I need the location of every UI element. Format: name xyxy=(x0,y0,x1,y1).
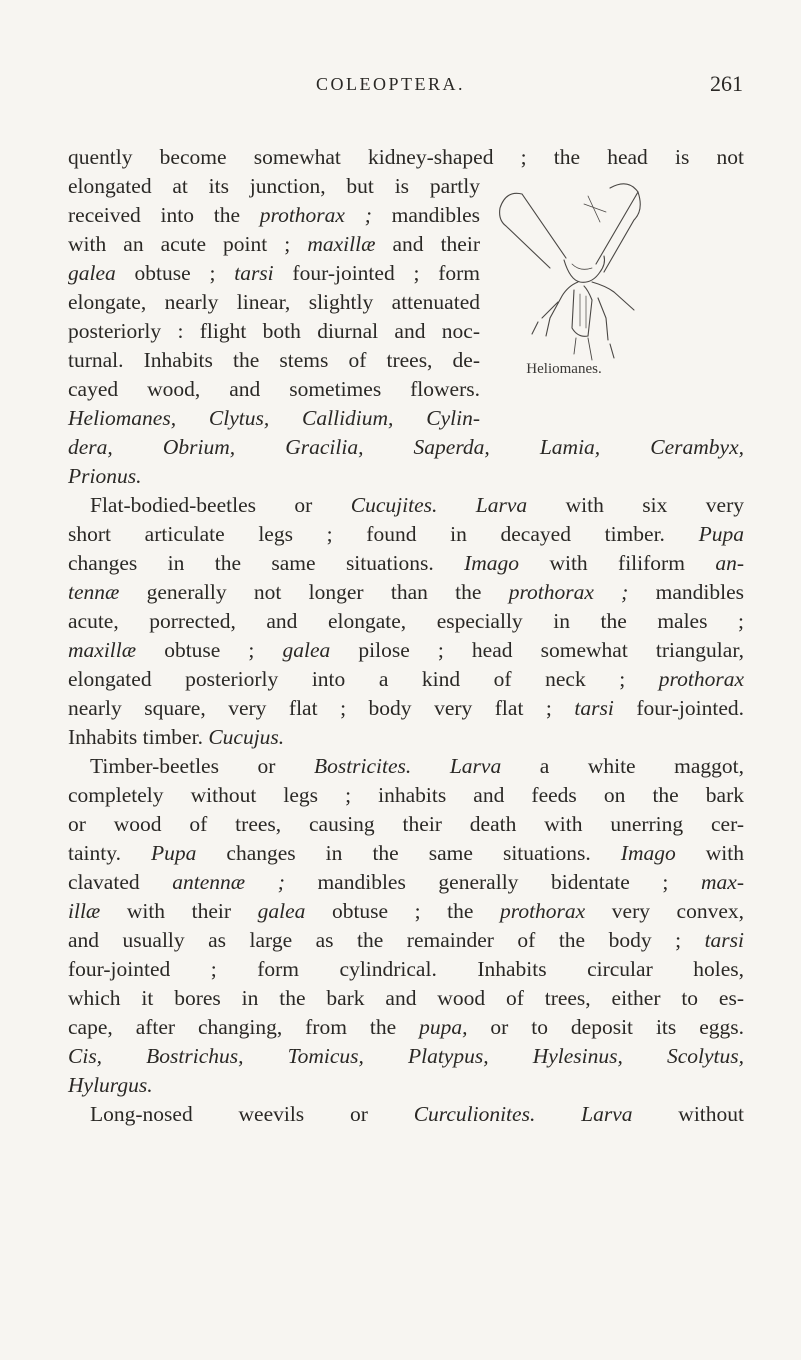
text-line: which it bores in the bark and wood of trees, either to es- xyxy=(68,986,744,1010)
text-line: or wood of trees, causing their death with unerring cer- xyxy=(68,812,744,836)
italic-term: Cis, Bostrichus, Tomicus, Platypus, Hylesinus, Scolytus, xyxy=(68,1044,744,1068)
text-line xyxy=(68,461,141,491)
italic-term: Bostricites. xyxy=(313,754,412,778)
italic-term: Curculionites. xyxy=(413,1102,536,1126)
italic-term: Imago xyxy=(464,551,520,575)
text-line: short articulate legs ; found in decayed timber. Pupa xyxy=(68,522,744,546)
page-header xyxy=(0,71,801,104)
text-line xyxy=(68,1070,153,1100)
text-line: elongate, nearly linear, slightly attenuated xyxy=(68,290,480,314)
text-line: turnal. Inhabits the stems of trees, de- xyxy=(68,348,480,372)
text-line: Timber-beetles or Bostricites. Larva a white maggot, xyxy=(90,754,744,778)
italic-term: prothorax ; xyxy=(259,203,372,227)
italic-term: Pupa xyxy=(698,522,744,546)
text-line: maxillæ obtuse ; galea pilose ; head somewhat triangular, xyxy=(68,638,744,662)
text-line: cayed wood, and sometimes flowers. xyxy=(68,377,480,401)
italic-term: tarsi xyxy=(234,261,274,285)
italic-term: tarsi xyxy=(704,928,744,952)
italic-term: galea xyxy=(257,899,306,923)
running-title: COLEOPTERA. xyxy=(316,74,465,94)
text-line: quently become somewhat kidney-shaped ; the head is not xyxy=(68,145,744,169)
italic-term: max- xyxy=(701,870,744,894)
italic-term: Imago xyxy=(620,841,676,865)
text-line: illæ with their galea obtuse ; the prothorax very convex, xyxy=(68,899,745,923)
italic-term: Larva xyxy=(581,1102,633,1126)
italic-term: Cucujus. xyxy=(208,725,285,749)
italic-term: an- xyxy=(715,551,744,575)
text-line: tainty. Pupa changes in the same situations. Imago with xyxy=(68,841,744,865)
text-line: four-jointed ; form cylindrical. Inhabits circular holes, xyxy=(68,957,744,981)
italic-term: prothorax xyxy=(500,899,586,923)
text-line: acute, porrected, and elongate, especially in the males ; xyxy=(68,609,744,633)
italic-term: Larva xyxy=(475,493,528,517)
text-line xyxy=(68,432,744,462)
text-line: Long-nosed weevils or Curculionites. Larva without xyxy=(90,1102,744,1126)
italic-term: Heliomanes, Clytus, Callidium, Cylin- xyxy=(68,406,480,430)
text-line: with an acute point ; maxillæ and their xyxy=(68,232,480,256)
italic-term: antennæ ; xyxy=(172,870,285,894)
text-line: received into the prothorax ; mandibles xyxy=(68,203,480,227)
text-line: and usually as large as the remainder of the body ; tarsi xyxy=(68,928,744,952)
text-line: elongated posteriorly into a kind of neck ; prothorax xyxy=(68,667,744,691)
text-line: changes in the same situations. Imago with filiform an- xyxy=(68,551,744,575)
italic-term: tennæ xyxy=(68,580,120,604)
text-line: Flat-bodied-beetles or Cucujites. Larva with six very xyxy=(90,493,744,517)
italic-term: maxillæ xyxy=(68,638,137,662)
text-line: Inhabits timber. Cucujus. xyxy=(68,725,285,749)
text-line: clavated antennæ ; mandibles generally bidentate ; max- xyxy=(68,870,744,894)
italic-term: Larva xyxy=(449,754,502,778)
text-line: cape, after changing, from the pupa, or to deposit its eggs. xyxy=(68,1015,744,1039)
italic-term: galea xyxy=(282,638,331,662)
text-line xyxy=(68,403,480,433)
text-line: nearly square, very flat ; body very flat ; tarsi four-jointed. xyxy=(68,696,745,720)
italic-term: dera, Obrium, Gracilia, Saperda, Lamia, Cerambyx, xyxy=(68,435,744,459)
italic-term: Cucujites. xyxy=(350,493,438,517)
text-line: posteriorly : flight both diurnal and noc- xyxy=(68,319,480,343)
italic-term: illæ xyxy=(68,899,101,923)
figure-caption: Heliomanes. xyxy=(526,361,602,377)
italic-term: galea xyxy=(68,261,116,285)
text-line: tennæ generally not longer than the prothorax ; mandibles xyxy=(68,580,744,604)
italic-term: Pupa xyxy=(150,841,197,865)
page-number: 261 xyxy=(710,71,743,96)
text-line: elongated at its junction, but is partly xyxy=(68,174,480,198)
italic-term: Prionus. xyxy=(68,464,142,488)
italic-term: Hylurgus. xyxy=(68,1073,153,1097)
italic-term: prothorax ; xyxy=(508,580,629,604)
italic-term: tarsi xyxy=(574,696,614,720)
text-line xyxy=(68,1041,744,1071)
italic-term: maxillæ xyxy=(307,232,376,256)
text-line: galea obtuse ; tarsi four-jointed ; form xyxy=(68,261,481,285)
text-line: completely without legs ; inhabits and feeds on the bark xyxy=(68,783,744,807)
italic-term: prothorax xyxy=(658,667,744,691)
italic-term: pupa, xyxy=(419,1015,468,1039)
